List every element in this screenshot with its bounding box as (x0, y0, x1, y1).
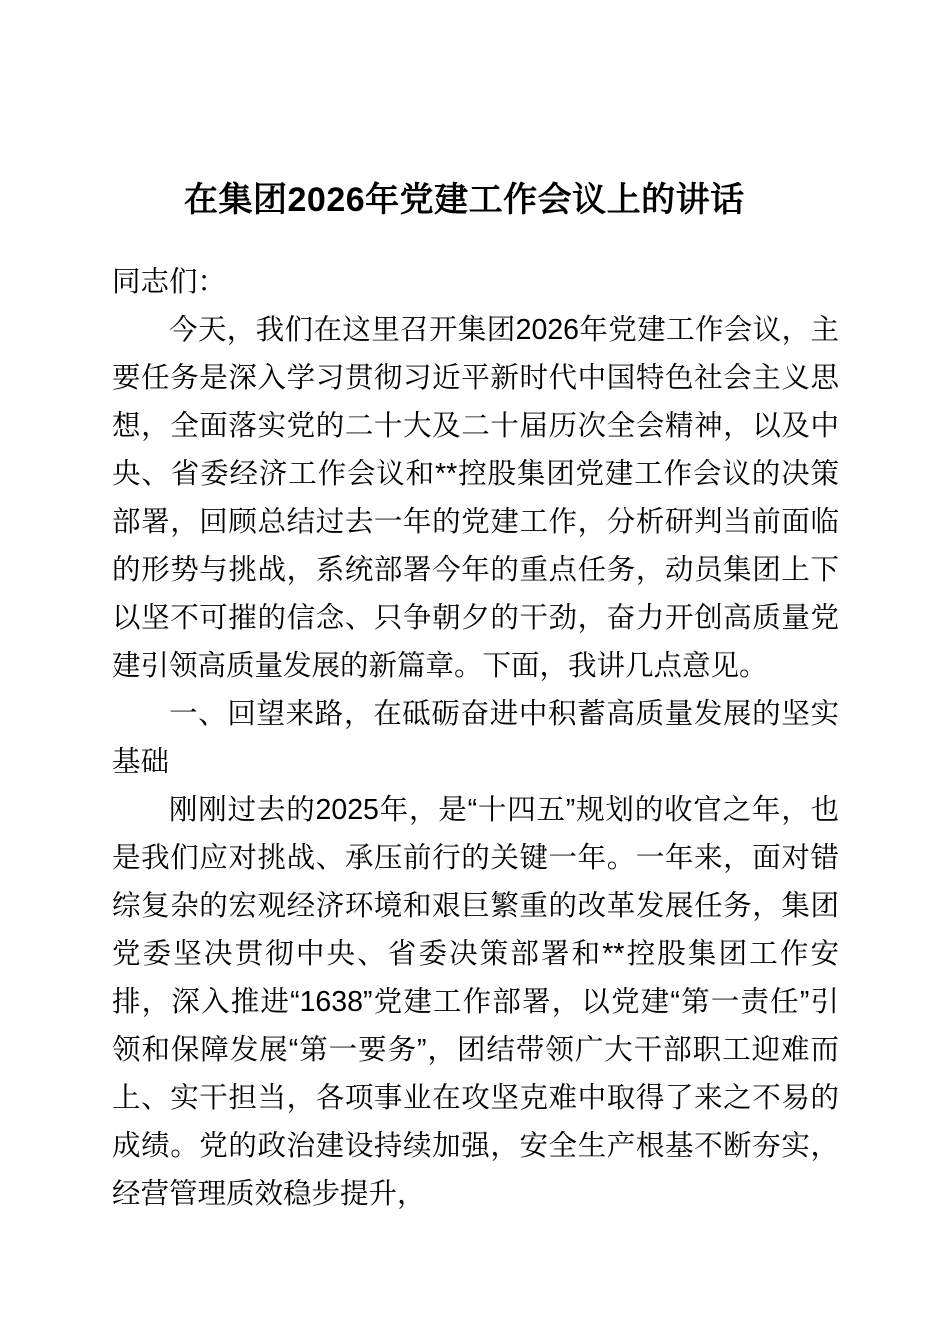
paragraph-section-1-1: 刚刚过去的2025年，是“十四五”规划的收官之年，也是我们应对挑战、承压前行的关键一年。一年来，面对错综复杂的宏观经济环境和艰巨繁重的改革发展任务，集团党委坚决贯彻中央、省委决策部署和**控股集团工作安排，深入推进“1638”党建工作部署，以党建“第一责任”引领和保障发展“第一要务”，团结带领广大干部职工迎难而上、实干担当，各项事业在攻坚克难中取得了来之不易的成绩。党的政治建设持续加强，安全生产根基不断夯实，经营管理质效稳步提升， (112, 794, 839, 1210)
section-heading-1: 一、回望来路，在砥砺奋进中积蓄高质量发展的坚实基础 (112, 698, 839, 778)
salutation-line: 同志们： (112, 266, 227, 298)
paragraph-opening: 今天，我们在这里召开集团2026年党建工作会议，主要任务是深入学习贯彻习近平新时代中国特色社会主义思想，全面落实党的二十大及二十届历次全会精神，以及中央、省委经济工作会议和**控股集团党建工作会议的决策部署，回顾总结过去一年的党建工作，分析研判当前面临的形势与挑战，系统部署今年的重点任务，动员集团上下以坚不可摧的信念、只争朝夕的干劲，奋力开创高质量党建引领高质量发展的新篇章。下面，我讲几点意见。 (112, 314, 839, 682)
document-body (112, 258, 839, 1218)
page-title: 在集团2026年党建工作会议上的讲话 (184, 181, 745, 219)
